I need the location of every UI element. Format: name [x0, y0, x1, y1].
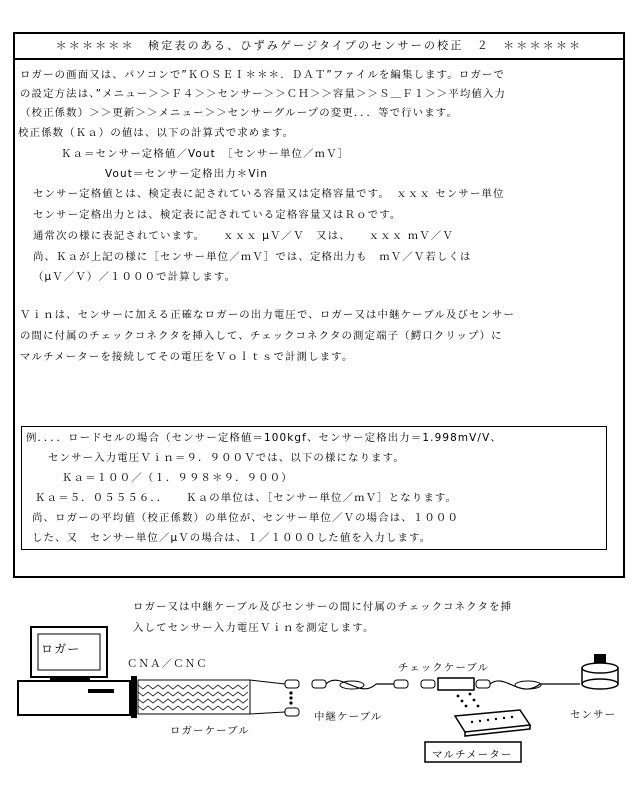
logger-cable-icon	[138, 680, 285, 714]
body-line: 尚、Ｋａが上記の様に［センサー単位／ｍＶ］では、定格出力も ｍＶ／Ｖ若しくは	[33, 251, 472, 263]
sensor-label: センサー	[570, 709, 617, 721]
meter-lead-dots	[457, 693, 480, 708]
example-line: Ｋａ＝５．０５５５６．． Ｋａの単位は、［センサー単位／ｍＶ］となります。	[35, 492, 458, 504]
body-line: （校正係数）＞＞更新＞＞メニュー＞＞センサーグループの変更．．．等で行います。	[20, 107, 459, 119]
example-line: Ｋａ＝１００／（１．９９８＊９．９００）	[62, 472, 293, 484]
body-line: Ｖｉｎは、センサーに加える正確なロガーの出力電圧で、ロガー又は中継ケーブル及びセンサー	[20, 309, 516, 321]
check-cable-label: チェックケーブル	[398, 662, 490, 674]
relay-cable-label: 中継ケーブル	[314, 711, 383, 723]
formula-line: Vout＝センサー定格出力＊Vin	[105, 168, 269, 180]
logger-base-icon	[18, 681, 130, 715]
plug-icon	[285, 708, 299, 716]
example-line: した、又 センサー単位／μＶの場合は、１／１０００した値を入力します。	[32, 532, 432, 544]
diagram-caption: 入してセンサー入力電圧Ｖｉｎを測定します。	[133, 622, 375, 634]
logger-label: ロガー	[41, 642, 81, 656]
body-line: マルチメーターを接続してその電圧をＶｏｌｔｓで計測します。	[20, 351, 354, 363]
body-line: の設定方法は、”メニュー＞＞Ｆ４＞＞センサー＞＞ＣＨ＞＞容量＞＞Ｓ＿Ｆ１＞＞平均値入力	[20, 88, 507, 100]
body-line: 校正係数（Ｋａ）の値は、以下の計算式で求めます。	[18, 127, 295, 139]
sensor-icon	[582, 654, 618, 689]
multimeter-icon	[455, 710, 530, 736]
logger-cable-label: ロガーケーブル	[170, 725, 250, 737]
body-line: の間に付属のチェックコネクタを挿入して、チェックコネクタの測定端子（鰐口クリップ）に	[20, 330, 503, 342]
page-title: ＊＊＊＊＊＊ 検定表のある、ひずみゲージタイプのセンサーの校正 ２ ＊＊＊＊＊＊	[15, 34, 623, 60]
body-line: 通常次の様に表記されています。 ｘｘｘ μＶ／Ｖ 又は、 ｘｘｘ ｍＶ／Ｖ	[33, 230, 454, 242]
body-line: センサー定格出力とは、検定表に記されている定格容量又はＲｏです。	[33, 209, 402, 221]
check-connector-icon	[421, 678, 580, 690]
body-line: センサー定格値とは、検定表に記されている容量又は定格容量です。 ｘｘｘ センサー単位	[33, 188, 505, 200]
multimeter-label: マルチメーター	[432, 749, 513, 761]
connector-plate-icon	[131, 676, 137, 718]
body-line: ロガーの画面又は、パソコンで”ＫＯＳＥＩ＊＊＊．ＤＡＴ”ファイルを編集します。ロガーで	[20, 69, 505, 81]
check-point-dots	[289, 691, 292, 704]
example-line: 例．．．．ロードセルの場合（センサー定格値＝100kgf、センサー定格出力＝1.998mV/V、	[26, 432, 502, 444]
plug-icon	[285, 680, 299, 688]
connector-label: ＣＮＡ／ＣＮＣ	[127, 658, 208, 670]
relay-cable-icon	[312, 680, 408, 689]
body-line: （μＶ／Ｖ）／１０００で計算します。	[33, 271, 237, 283]
example-line: センサー入力電圧Ｖｉｎ＝９．９００Ｖでは、以下の様になります。	[48, 452, 405, 464]
formula-line: Ｋａ＝センサー定格値／Vout ［センサー単位／ｍＶ］	[61, 148, 350, 160]
example-line: 尚、ロガーの平均値（校正係数）の単位が、センサー単位／Ｖの場合は、１０００	[32, 512, 459, 524]
diagram-caption: ロガー又は中継ケーブル及びセンサーの間に付属のチェックコネクタを挿	[133, 601, 513, 613]
